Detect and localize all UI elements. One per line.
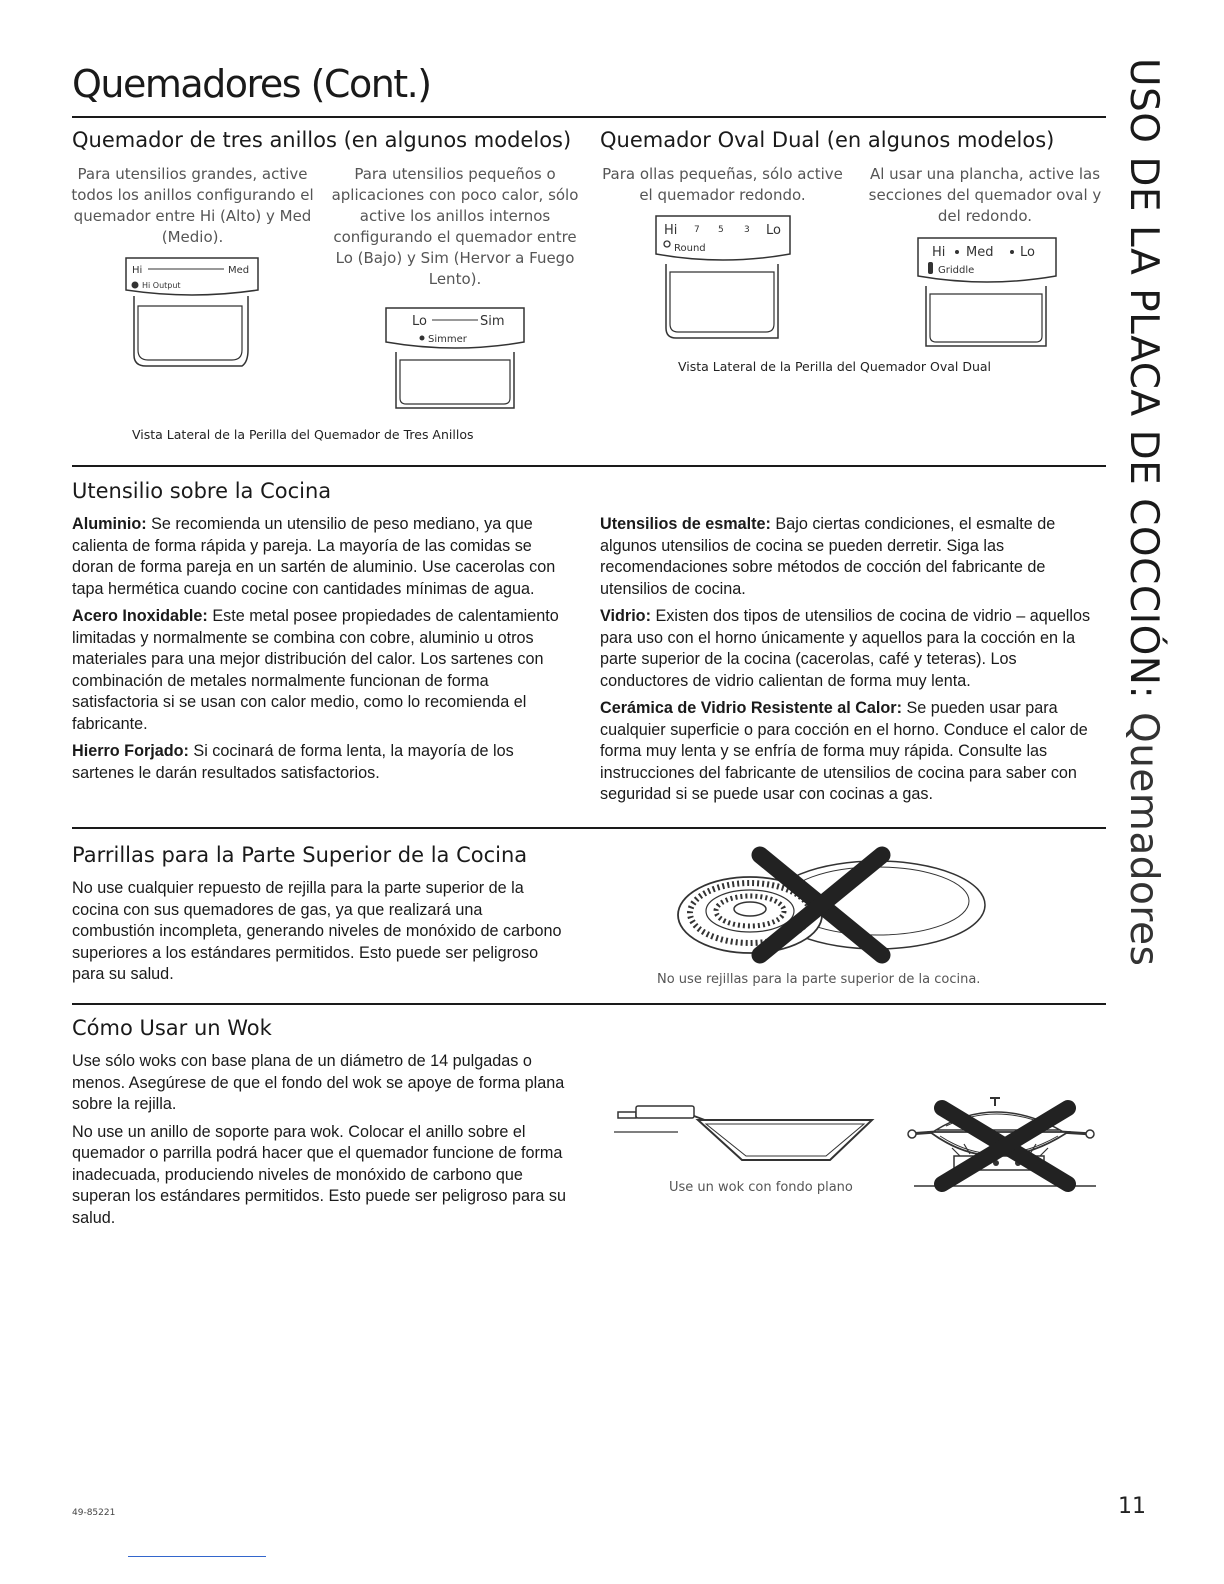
side-title [1121,58,1174,967]
wok-heading: Cómo Usar un Wok [72,1016,272,1040]
oval-left-text: Para ollas pequeñas, sólo active el quemador redondo. [602,165,843,204]
oval-heading: Quemador Oval Dual (en algunos modelos) [600,128,1055,152]
knob1-med-label: Med [228,265,250,276]
steel-label: Acero Inoxidable: [72,607,208,625]
footer-link-underline [128,1556,266,1557]
ceramic-label: Cerámica de Vidrio Resistente al Calor: [600,699,902,717]
knob4-griddle-label: Griddle [938,265,975,276]
grate-prohibited-illustration [672,845,992,965]
aluminum-paragraph [72,514,572,600]
knob3-5-label: 5 [718,225,724,235]
page-title: Quemadores (Cont.) [72,62,431,106]
knob2-simmer-label: Simmer [428,334,467,345]
wok-text [72,1051,572,1235]
enamel-text: Bajo ciertas condiciones, el esmalte de algunos utensilios de cocina se pueden derretir. Siga las recomendaciones sobre métodos de cocción del fabricante de utensilios de cocina. [600,515,1056,598]
knob3-3-label: 3 [744,225,750,235]
doc-number: 49-85221 [72,1508,116,1518]
aluminum-text: Se recomienda un utensilio de peso mediano, ya que calienta de forma rápida y pareja. La mayoría de las comidas se doran de forma pareja en un sartén de aluminio. Use cacerolas con tapa hermética cuando cocine con cantidades mínimas de agua. [72,515,556,598]
cookware-left-column [72,514,572,790]
glass-paragraph [600,606,1108,692]
three-ring-heading: Quemador de tres anillos (en algunos modelos) [72,128,572,152]
enamel-paragraph [600,514,1108,600]
title-rule [72,116,1106,118]
iron-text: Si cocinará de forma lenta, la mayoría de los sartenes le darán resultados satisfactorios. [72,742,514,782]
wok-paragraph-1: Use sólo woks con base plana de un diámetro de 14 pulgadas o menos. Asegúrese de que el fondo del wok se apoye de forma plana sobre la rejilla. [72,1052,565,1113]
iron-label: Hierro Forjado: [72,742,189,760]
cookware-rule [72,465,1106,467]
flat-wok-illustration [610,1100,880,1180]
ceramic-paragraph [600,698,1108,806]
knob4-lo-label: Lo [1020,245,1035,260]
knob4-hi-label: Hi [932,245,946,260]
side-title-light: Quemadores [1121,699,1166,967]
knob3-lo-label: Lo [766,223,781,238]
wok-rule [72,1003,1106,1005]
grates-caption: No use rejillas para la parte superior de la cocina. [657,972,981,987]
oval-knob-griddle-illustration [912,232,1062,354]
wok-ring-prohibited-illustration [900,1090,1110,1195]
page-number: 11 [1118,1494,1146,1519]
ceramic-text: Se pueden usar para cualquier superficie o para cocción en el horno. Conduce el calor de forma muy lenta y se enfría de forma muy rápida. Consulte las instrucciones del fabricante de utensilios de cocina para saber con seguridad si se puede usar con cocinas a gas. [600,699,1088,803]
knob2-lo-label: Lo [412,314,427,329]
grates-heading: Parrillas para la Parte Superior de la Cocina [72,843,528,867]
knob3-hi-label: Hi [664,223,678,238]
grates-rule [72,827,1106,829]
knob1-hi-label: Hi [132,265,143,276]
knob3-round-label: Round [674,243,706,254]
aluminum-label: Aluminio: [72,515,147,533]
iron-paragraph [72,741,572,784]
steel-text: Este metal posee propiedades de calentamiento limitadas y normalmente se combina con cobre, aluminio u otros materiales para una mejor distribución del calor. Los sartenes con combinación de metales normalmente funcionan de forma satisfactoria si se usan con calor medio, como lo recomienda el fabricante. [72,607,559,733]
oval-knob-round-illustration [650,210,795,350]
enamel-label: Utensilios de esmalte: [600,515,771,533]
three-ring-knob-high-illustration [120,250,270,380]
knob2-sim-label: Sim [480,314,505,329]
oval-right-text: Al usar una plancha, active las secciones del quemador oval y del redondo. [868,165,1102,225]
three-ring-left-text: Para utensilios grandes, active todos los anillos configurando el quemador entre Hi (Alto) y Med (Medio). [71,165,314,246]
three-ring-caption: Vista Lateral de la Perilla del Quemador de Tres Anillos [132,427,474,442]
oval-caption: Vista Lateral de la Perilla del Quemador Oval Dual [678,359,992,374]
knob1-output-label: Hi Output [142,281,181,290]
wok-caption: Use un wok con fondo plano [669,1180,853,1195]
wok-paragraph-2: No use un anillo de soporte para wok. Colocar el anillo sobre el quemador o parrilla podrá hacer que el quemador funcione de forma inadecuada, produciendo niveles de monóxido de carbono que superan los estándares permitidos. Esto puede ser peligroso para su salud. [72,1122,567,1227]
knob3-7-label: 7 [694,225,700,235]
steel-paragraph [72,606,572,735]
cookware-heading: Utensilio sobre la Cocina [72,479,332,503]
side-title-bold: USO DE LA PLACA DE COCCIÓN: [1121,58,1166,700]
glass-label: Vidrio: [600,607,651,625]
cookware-right-column [600,514,1108,812]
knob4-med-label: Med [966,245,994,260]
three-ring-knob-low-illustration [380,300,530,415]
glass-text: Existen dos tipos de utensilios de cocina de vidrio – aquellos para uso con el horno únicamente y aquellos para la cocción en la parte superior de la cocina (cacerolas, café y teteras). Los conductores de vidrio calientan de forma muy lenta. [600,607,1091,690]
grates-text: No use cualquier repuesto de rejilla para la parte superior de la cocina con sus quemadores de gas, ya que realizará una combustión incompleta, generando niveles de monóxido de carbono superiores a los estándares permitidos. Esto puede ser peligroso para su salud. [72,879,562,983]
three-ring-right-text: Para utensilios pequeños o aplicaciones con poco calor, sólo active los anillos internos configurando el quemador entre Lo (Bajo) y Sim (Hervor a Fuego Lento). [331,165,579,288]
